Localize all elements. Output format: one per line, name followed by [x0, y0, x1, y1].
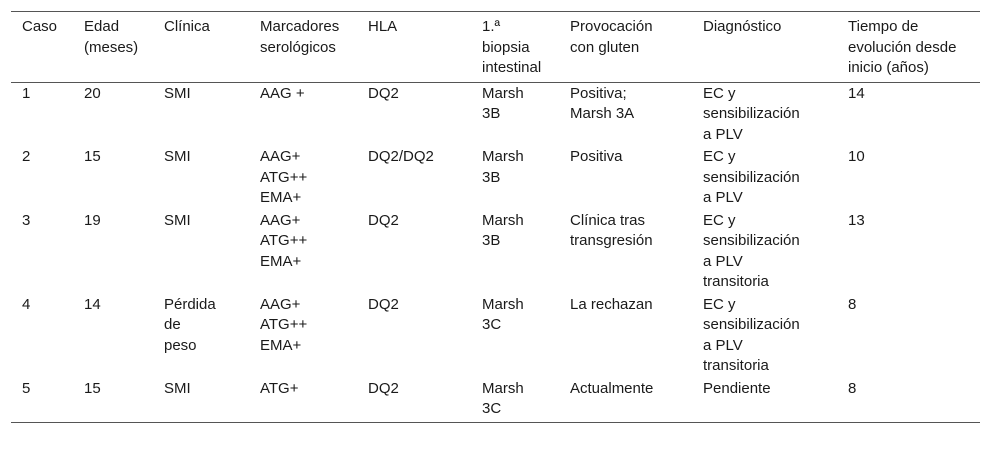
cell-diagnostico: EC y sensibilización a PLV	[703, 148, 800, 206]
cell-clinica: SMI	[164, 379, 191, 397]
cell-diagnostico: Pendiente	[703, 379, 771, 397]
cell-hla: DQ2	[368, 295, 399, 313]
table-row	[11, 82, 980, 146]
header-provocacion: Provocación con gluten	[570, 18, 653, 56]
header-marcadores: Marcadores serológicos	[260, 18, 340, 56]
cell-caso: 3	[22, 211, 31, 229]
cell-caso: 4	[22, 295, 31, 313]
cell-clinica: Pérdida de peso	[164, 295, 216, 354]
cell-hla: DQ2	[368, 379, 399, 397]
header-biopsia: 1.ª biopsia intestinal	[482, 18, 542, 76]
cell-edad: 20	[84, 84, 101, 102]
cell-marcadores: AAG+ ATG++ EMA+	[260, 211, 308, 270]
cell-marcadores: ATG+	[260, 379, 299, 397]
cell-tiempo: 10	[848, 148, 865, 165]
clinical-cases-table	[11, 11, 980, 423]
cell-diagnostico: EC y sensibilización a PLV	[703, 84, 800, 143]
cell-diagnostico: EC y sensibilización a PLV transitoria	[703, 211, 800, 290]
cell-caso: 5	[22, 379, 31, 397]
cell-tiempo: 14	[848, 84, 865, 102]
header-diagnostico: Diagnóstico	[703, 18, 782, 35]
cell-edad: 14	[84, 295, 101, 313]
cell-provocacion: Positiva	[570, 148, 623, 165]
cell-biopsia: Marsh 3B	[482, 148, 524, 186]
cell-edad: 15	[84, 379, 101, 397]
cell-marcadores: AAG+ ATG++ EMA+	[260, 148, 308, 206]
table-row	[11, 146, 980, 210]
header-tiempo: Tiempo de evolución desde inicio (años)	[848, 18, 957, 76]
clinical-cases-table-container	[11, 11, 980, 423]
header-caso: Caso	[22, 18, 58, 35]
table-header	[11, 12, 980, 83]
cell-provocacion: La rechazan	[570, 295, 653, 313]
table-row	[11, 210, 980, 294]
cell-biopsia: Marsh 3B	[482, 84, 524, 122]
header-edad: Edad (meses)	[84, 18, 139, 56]
cell-provocacion: Positiva; Marsh 3A	[570, 84, 635, 122]
cell-marcadores: AAG +	[260, 84, 305, 102]
table-body	[11, 82, 980, 422]
cell-caso: 2	[22, 148, 31, 165]
cell-edad: 19	[84, 211, 101, 229]
header-row	[11, 12, 980, 83]
header-hla: HLA	[368, 18, 398, 35]
cell-biopsia: Marsh 3C	[482, 379, 524, 417]
cell-clinica: SMI	[164, 84, 191, 102]
cell-hla: DQ2/DQ2	[368, 148, 434, 165]
cell-hla: DQ2	[368, 211, 399, 229]
cell-caso: 1	[22, 84, 31, 102]
cell-provocacion: Actualmente	[570, 379, 654, 397]
cell-tiempo: 8	[848, 295, 857, 313]
cell-edad: 15	[84, 148, 101, 165]
cell-hla: DQ2	[368, 84, 399, 102]
cell-provocacion: Clínica tras transgresión	[570, 211, 653, 249]
header-clinica: Clínica	[164, 18, 210, 35]
cell-tiempo: 8	[848, 379, 857, 397]
table-row	[11, 294, 980, 378]
cell-tiempo: 13	[848, 211, 865, 229]
cell-clinica: SMI	[164, 211, 191, 229]
cell-biopsia: Marsh 3C	[482, 295, 524, 333]
cell-diagnostico: EC y sensibilización a PLV transitoria	[703, 295, 800, 374]
cell-marcadores: AAG+ ATG++ EMA+	[260, 295, 308, 354]
cell-biopsia: Marsh 3B	[482, 211, 524, 249]
table-row	[11, 378, 980, 423]
cell-clinica: SMI	[164, 148, 191, 165]
